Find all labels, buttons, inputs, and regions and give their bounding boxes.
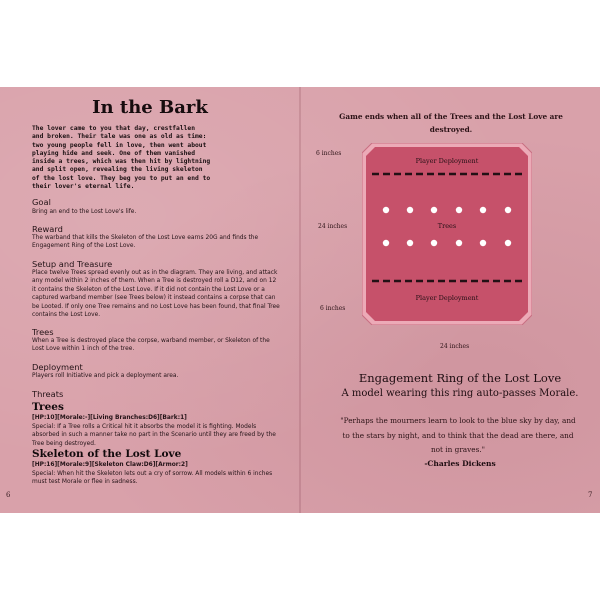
page-gutter xyxy=(299,87,301,513)
goal-heading: Goal xyxy=(32,197,51,207)
tree-marker xyxy=(383,207,389,213)
deployment-text: Players roll Initiative and pick a deployment area. xyxy=(32,373,179,379)
trees-heading: Trees xyxy=(32,327,54,337)
ring-text: A model wearing this ring auto-passes Morale. xyxy=(341,388,579,399)
quote-text: "Perhaps the mourners learn to look to the blue sky by day, and to the stars by night, and to think that the dead are there, and not in graves." xyxy=(340,416,576,454)
tree-marker xyxy=(407,207,413,213)
tree-marker xyxy=(480,240,486,246)
threat-skeleton-name: Skeleton of the Lost Love xyxy=(32,448,182,460)
setup-heading: Setup and Treasure xyxy=(32,259,113,269)
tree-marker xyxy=(505,240,511,246)
reward-text: The warband that kills the Skeleton of the Lost Love earns 20G and finds the Engagement Ring of the Lost Love. xyxy=(32,235,259,250)
intro-text: The lover came to you that day, crestfallen and broken. Their tale was one as old as time: two young people fell in love, then went about playing hide and seek. One of them vanished inside a trees, which was then hit by lightning and split open, revealing the living skeleton of the lost love. They beg you to put an end to their lover's eternal life. xyxy=(32,125,211,191)
dim-middle-label: 24 inches xyxy=(318,223,348,230)
tree-marker xyxy=(407,240,413,246)
game-end-note: Game ends when all of the Trees and the Lost Love are destroyed. xyxy=(339,112,563,134)
tree-marker xyxy=(456,240,462,246)
scenario-diagram xyxy=(362,143,532,325)
tree-marker xyxy=(480,207,486,213)
ring-title: Engagement Ring of the Lost Love xyxy=(358,371,562,385)
tree-marker xyxy=(505,207,511,213)
threat-skeleton-stats: [HP:16][Morale:9][Skeleton Claw:D6][Armor:2] xyxy=(32,462,188,468)
tree-marker xyxy=(431,240,437,246)
threat-trees-special: Special: If a Tree rolls a Critical hit it absorbs the model it is fighting. Models absorbed in such a manner take no part in the Scenario until they are freed by the Tree being destroyed. xyxy=(32,424,276,447)
dim-bottom-label: 6 inches xyxy=(320,305,346,312)
page-number-right: 7 xyxy=(588,491,593,499)
reward-heading: Reward xyxy=(32,224,63,234)
goal-text: Bring an end to the Lost Love's life. xyxy=(32,209,137,215)
threat-trees-name: Trees xyxy=(32,401,64,413)
diagram-middle-label: Trees xyxy=(437,222,457,230)
threat-trees-stats: [HP:10][Morale:-][Living Branches:D6][Bark:1] xyxy=(32,415,187,421)
book-spread xyxy=(0,87,600,513)
tree-marker xyxy=(456,207,462,213)
tree-marker xyxy=(383,240,389,246)
deployment-heading: Deployment xyxy=(32,362,83,372)
page-title: In the Bark xyxy=(92,97,208,118)
trees-text: When a Tree is destroyed place the corpse, warband member, or Skeleton of the Lost Love within 1 inch of the tree. xyxy=(32,338,270,353)
page-number-left: 6 xyxy=(6,491,11,499)
diagram-top-label: Player Deployment xyxy=(415,157,479,165)
dim-top-label: 6 inches xyxy=(316,150,342,157)
dim-width-label: 24 inches xyxy=(440,343,470,350)
tree-marker xyxy=(431,207,437,213)
setup-text: Place twelve Trees spread evenly out as in the diagram. They are living, and attack any model within 2 inches of them. When a Tree is destroyed roll a D12, and on 12 it contains the Skeleton of the Lost Love. If it did not contain the Lost Love or a captured warband member (see Trees below) it instead contains a corpse that can be Looted. If only one Tree remains and no Lost Love has been found, that final Tree contains the Lost Love. xyxy=(32,270,280,319)
threats-heading: Threats xyxy=(32,389,64,399)
diagram-bottom-label: Player Deployment xyxy=(415,294,479,302)
threat-skeleton-special: Special: When hit the Skeleton lets out a cry of sorrow. All models within 6 inches must test Morale or flee in sadness. xyxy=(32,471,273,486)
quote-author: -Charles Dickens xyxy=(424,459,496,468)
